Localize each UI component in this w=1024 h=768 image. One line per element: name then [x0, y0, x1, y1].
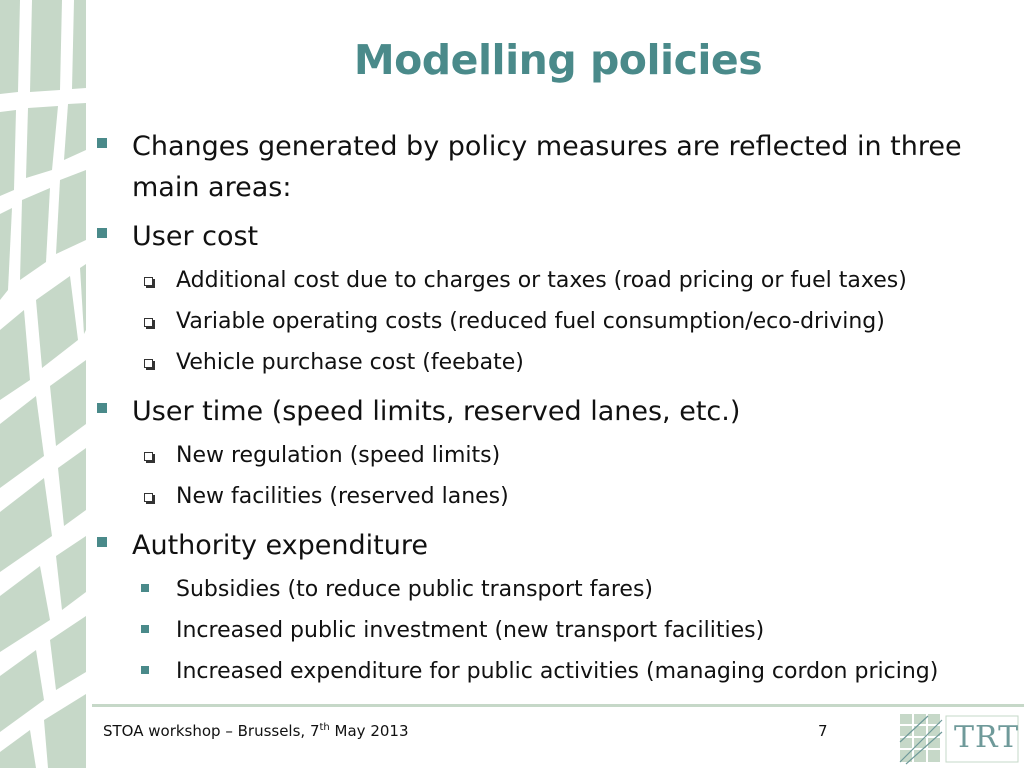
footer-event-sup: th: [319, 722, 330, 733]
checkbox-bullet-icon: [144, 277, 153, 286]
checkbox-bullet-icon: [144, 359, 153, 368]
bullet-text: Authority expenditure: [132, 530, 428, 561]
sub-bullet-list: [94, 260, 994, 383]
bullet-item: [94, 216, 994, 383]
bullet-item: [94, 126, 994, 208]
bullet-item: [94, 525, 994, 692]
sub-bullet-list: [94, 569, 994, 692]
sub-bullet-text: New facilities (reserved lanes): [176, 484, 509, 509]
square-bullet-icon: [141, 584, 149, 592]
bullet-list: [94, 126, 994, 692]
sub-bullet-text: New regulation (speed limits): [176, 443, 501, 468]
square-bullet-icon: [97, 138, 107, 148]
square-bullet-icon: [97, 537, 107, 547]
slide-title: Modelling policies: [353, 36, 763, 84]
sub-bullet-text: Increased expenditure for public activities (managing cordon pricing): [176, 659, 939, 684]
page-number: 7: [818, 722, 828, 740]
checkbox-bullet-icon: [144, 318, 153, 327]
footer-event-suffix: May 2013: [329, 722, 409, 740]
sub-bullet-item: [94, 569, 994, 610]
sub-bullet-item: [94, 435, 994, 476]
sub-bullet-item: [94, 476, 994, 517]
sub-bullet-item: [94, 260, 994, 301]
decorative-map-pattern: [0, 0, 86, 768]
square-bullet-icon: [97, 403, 107, 413]
checkbox-bullet-icon: [144, 493, 153, 502]
footer-event-prefix: STOA workshop – Brussels, 7: [103, 722, 320, 740]
sub-bullet-text: Variable operating costs (reduced fuel consumption/eco-driving): [176, 309, 885, 334]
sub-bullet-text: Increased public investment (new transport facilities): [176, 618, 765, 643]
sub-bullet-text: Additional cost due to charges or taxes (road pricing or fuel taxes): [176, 268, 907, 293]
bullet-text: User cost: [132, 221, 259, 252]
bullet-text: User time (speed limits, reserved lanes, etc.): [132, 396, 741, 427]
sub-bullet-list: [94, 435, 994, 517]
square-bullet-icon: [141, 666, 149, 674]
checkbox-bullet-icon: [144, 452, 153, 461]
square-bullet-icon: [97, 228, 107, 238]
logo-text: TRT: [954, 720, 1020, 755]
sub-bullet-item: [94, 610, 994, 651]
sub-bullet-item: [94, 342, 994, 383]
sub-bullet-text: Vehicle purchase cost (feebate): [176, 350, 524, 375]
sub-bullet-text: Subsidies (to reduce public transport fares): [176, 577, 654, 602]
bullet-item: [94, 391, 994, 517]
footer-event: [103, 722, 409, 740]
bullet-text: Changes generated by policy measures are reflected in three main areas:: [132, 131, 962, 203]
footer-divider: [92, 704, 1024, 707]
sub-bullet-item: [94, 651, 994, 692]
sub-bullet-item: [94, 301, 994, 342]
square-bullet-icon: [141, 625, 149, 633]
